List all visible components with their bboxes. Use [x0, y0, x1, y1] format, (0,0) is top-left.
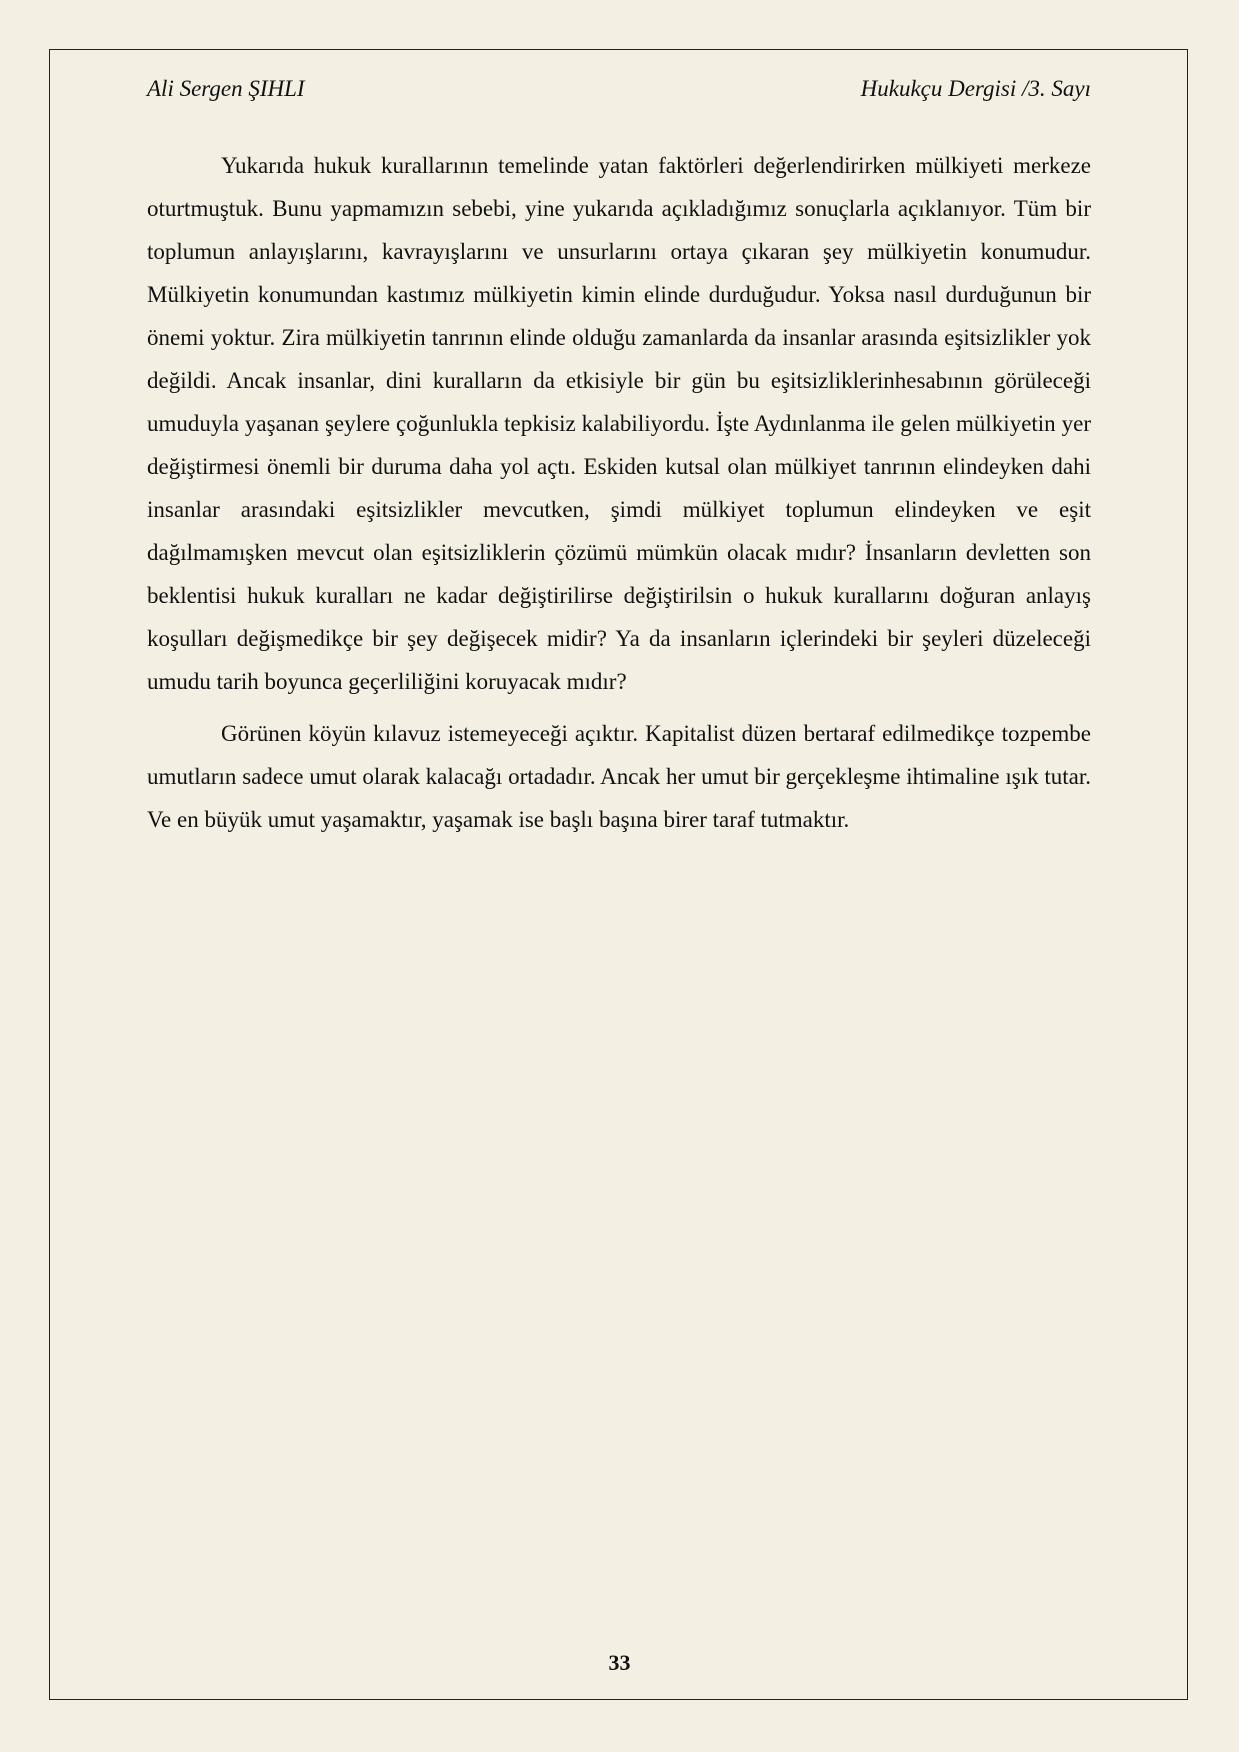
body-paragraph: Yukarıda hukuk kurallarının temelinde yatan faktörleri değerlendirirken mülkiyeti merkeze oturtmuştuk. Bunu yapmamızın sebebi, yine yukarıda açıkladığımız sonuçlarla açıklanıyor. Tüm bir toplumun anlayışlarını, kavrayışlarını ve unsurlarını ortaya çıkaran şey mülkiyetin konumudur. Mülkiyetin konumundan kastımız mülkiyetin kimin elinde durduğudur. Yoksa nasıl durduğunun bir önemi yoktur. Zira mülkiyetin tanrının elinde olduğu zamanlarda da insanlar arasında eşitsizlikler yok değildi. Ancak insanlar, dini kuralların da etkisiyle bir gün bu eşitsizliklerinhesabının görüleceği umuduyla yaşanan şeylere çoğunlukla tepkisiz kalabiliyordu. İşte Aydınlanma ile gelen mülkiyetin yer değiştirmesi önemli bir duruma daha yol açtı. Eskiden kutsal olan mülkiyet tanrının elindeyken dahi insanlar arasındaki eşitsizlikler mevcutken, şimdi mülkiyet toplumun elindeyken ve eşit dağılmamışken mevcut olan eşitsizliklerin çözümü mümkün olacak mıdır? İnsanların devletten son beklentisi hukuk kuralları ne kadar değiştirilirse değiştirilsin o hukuk kurallarını doğuran anlayış koşulları değişmedikçe bir şey değişecek midir? Ya da insanların içlerindeki bir şeyleri düzeleceği umudu tarih boyunca geçerliliğini koruyacak mıdır? — [147, 153, 1091, 694]
header-author: Ali Sergen ŞIHLI — [147, 76, 305, 101]
page-number: 33 — [608, 1650, 631, 1675]
body-paragraph: Görünen köyün kılavuz istemeyeceği açıktır. Kapitalist düzen bertaraf edilmedikçe tozpembe umutların sadece umut olarak kalacağı ortadadır. Ancak her umut bir gerçekleşme ihtimaline ışık tutar. Ve en büyük umut yaşamaktır, yaşamak ise başlı başına birer taraf tutmaktır. — [147, 721, 1091, 832]
running-header — [147, 74, 1091, 104]
article-body — [147, 144, 1091, 850]
header-journal: Hukukçu Dergisi /3. Sayı — [860, 76, 1091, 101]
